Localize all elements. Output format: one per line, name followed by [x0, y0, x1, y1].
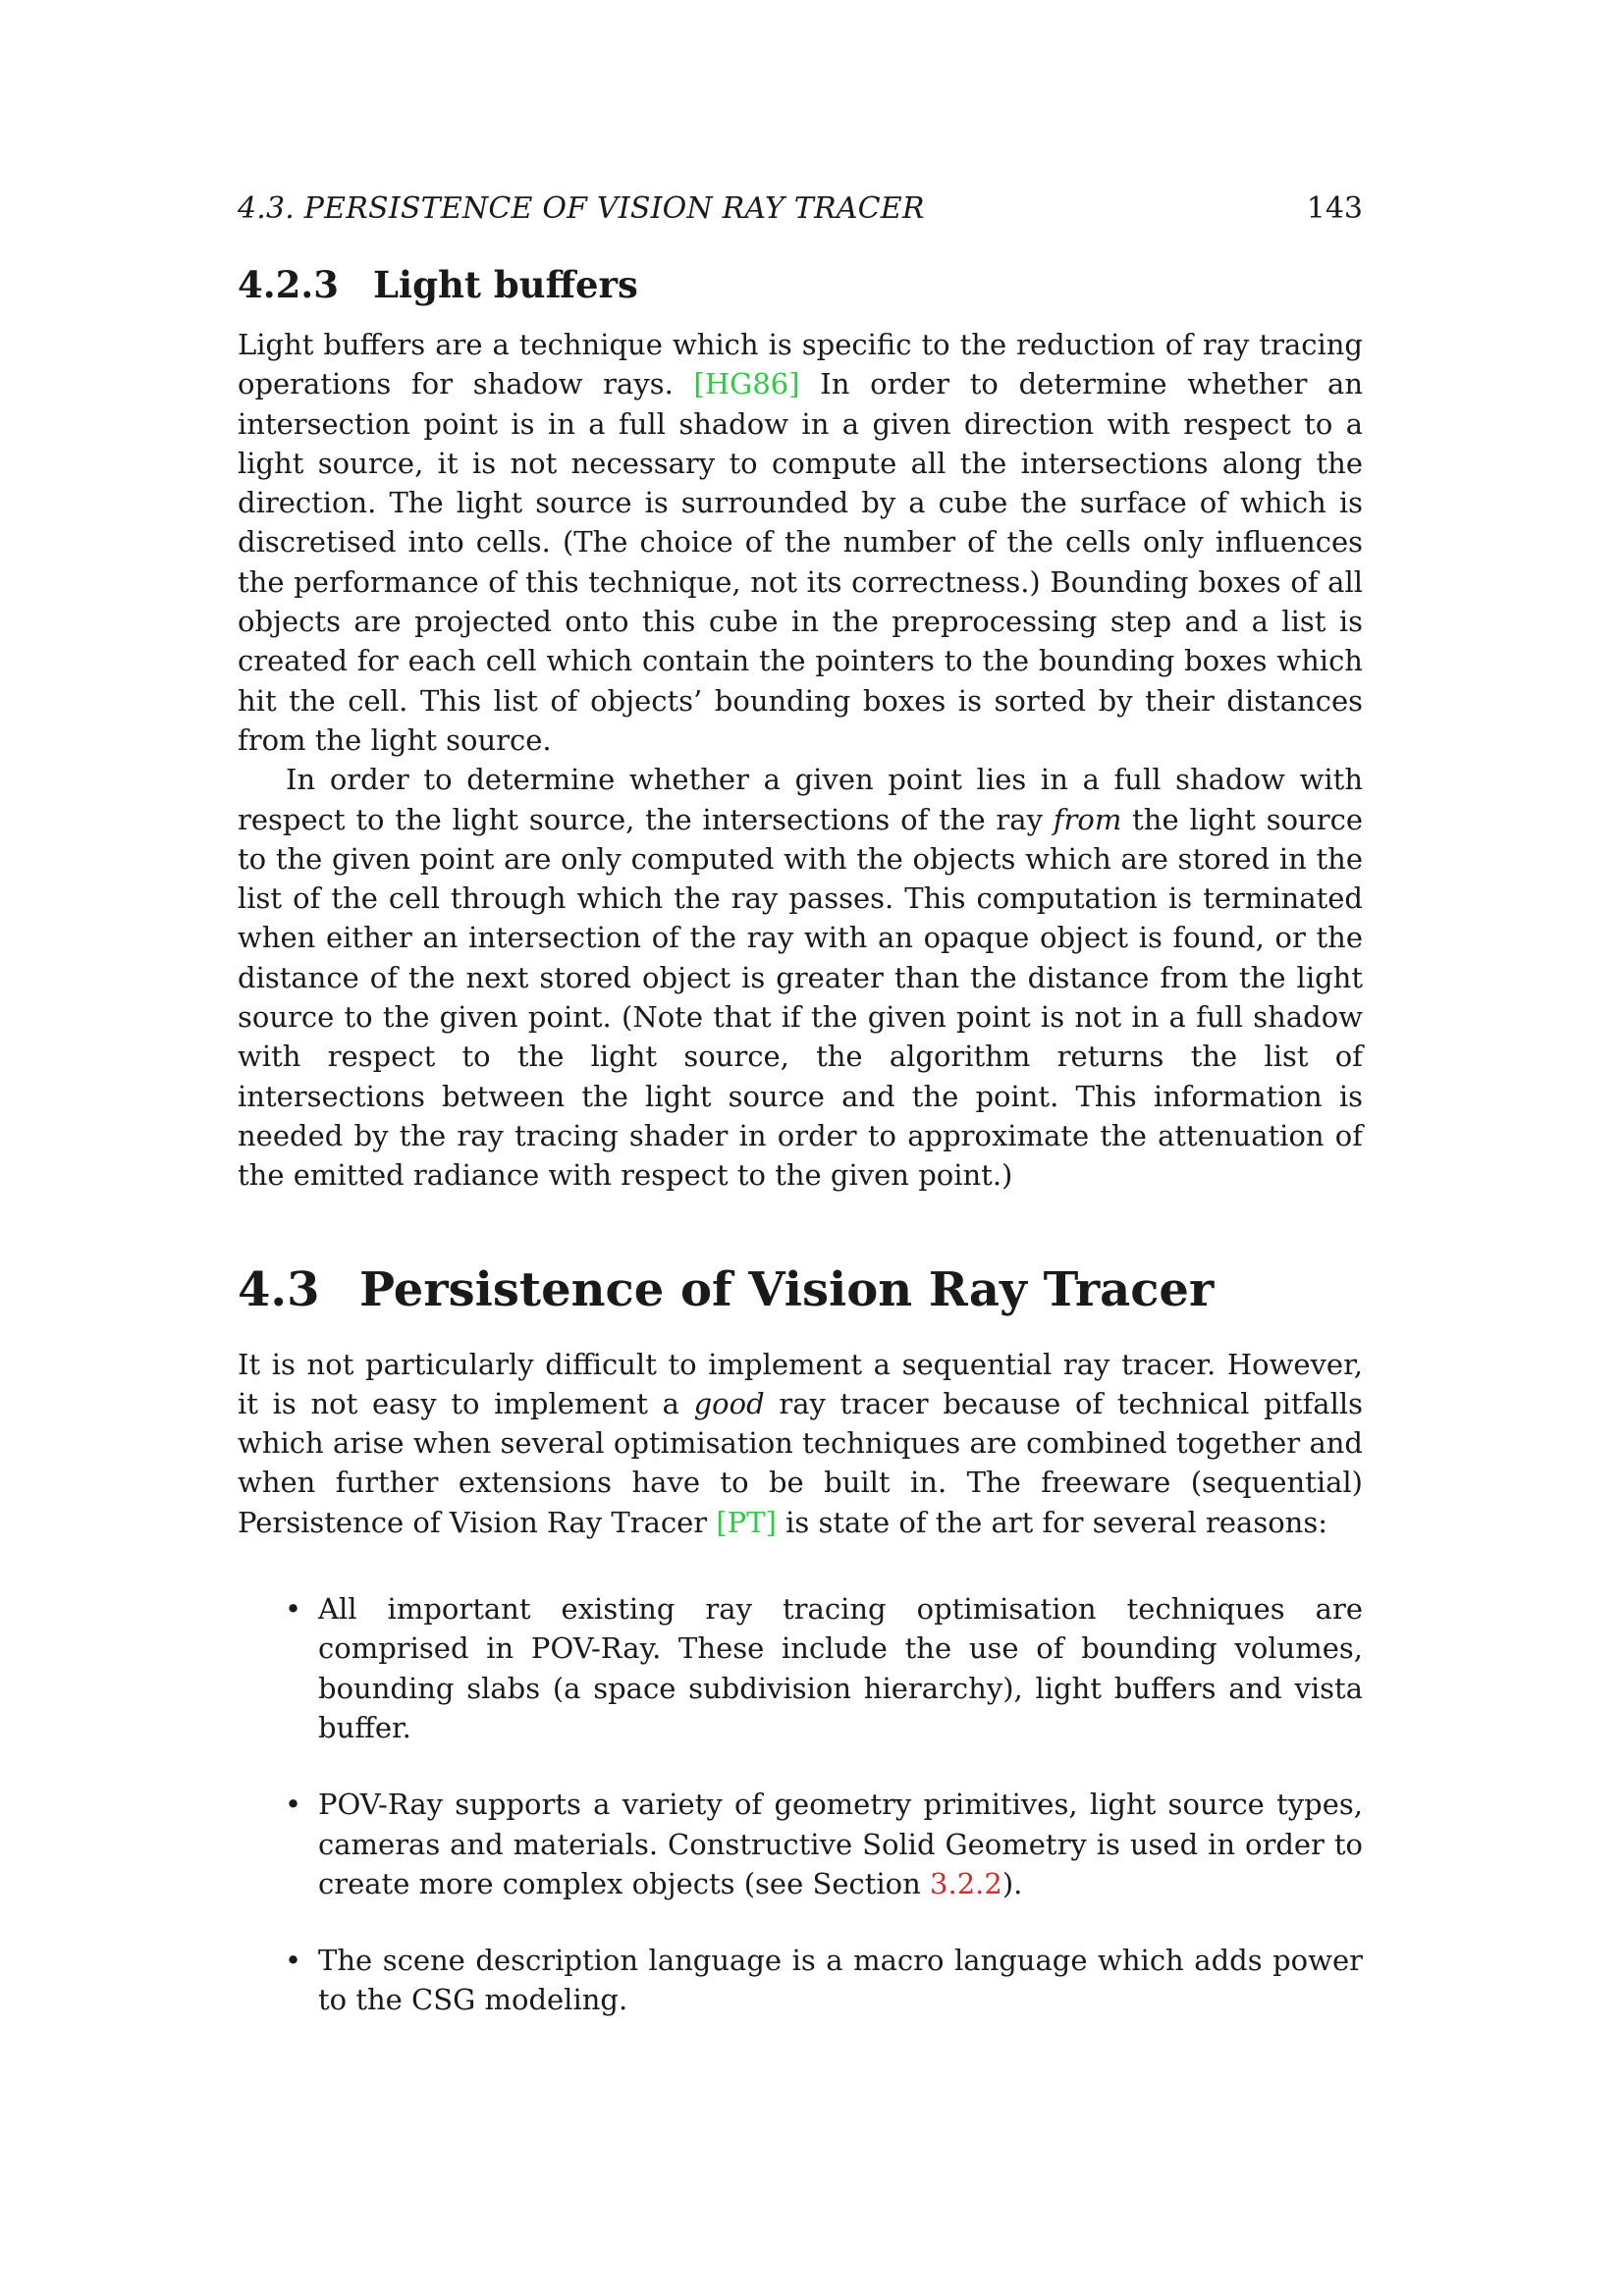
text-run: is state of the art for several reasons:	[776, 1505, 1327, 1539]
text-run: In order to determine whether a given point lies in a full shadow with respect to the light source, the intersections of the ray	[238, 763, 1363, 836]
subsection-title: Light buffers	[373, 263, 638, 306]
citation-link-hg86[interactable]: [HG86]	[693, 367, 800, 401]
section-reference-link[interactable]: 3.2.2	[930, 1866, 1002, 1900]
paragraph-light-buffers-intro	[238, 325, 1363, 760]
running-header	[238, 191, 1363, 227]
running-title: 4.3. PERSISTENCE OF VISION RAY TRACER	[238, 191, 925, 226]
citation-link-pt[interactable]: [PT]	[716, 1505, 777, 1539]
text-run: the light source to the given point are only computed with the objects which are stored in the list of the cell through which the ray passes. This computation is terminated when either an intersection of the ray with an opaque object is found, or the distance of the next stored object is greater than the distance from the light source to the given point. (Note that if the given point is not in a full shadow with respect to the light source, the algorithm returns the list of intersections between the light source and the point. This information is needed by the ray tracing shader in order to approximate the attenuation of the emitted radiance with respect to the given point.)	[238, 802, 1363, 1193]
bullet-marker: •	[285, 1592, 302, 1627]
paragraph-povray-intro	[238, 1345, 1363, 1542]
text-run: Light buffers are a technique which is specific to the reduction of ray tracing operations for shadow rays.	[238, 328, 1363, 401]
paragraph-shadow-test	[238, 760, 1363, 1195]
text-run: It is not particularly difficult to implement a sequential ray tracer. However, it is not easy to implement a	[238, 1347, 1363, 1420]
list-item	[238, 1941, 1363, 2020]
emphasis-from: from	[1053, 802, 1122, 836]
list-item	[238, 1589, 1363, 1747]
bullet-marker: •	[285, 1788, 302, 1822]
text-run: POV-Ray supports a variety of geometry primitives, light source types, cameras and materials. Constructive Solid Geometry is used in order to create more complex objects (see Section	[318, 1788, 1363, 1900]
bullet-marker: •	[285, 1944, 302, 1978]
section-title: Persistence of Vision Ray Tracer	[359, 1261, 1215, 1317]
list-item-text: All important existing ray tracing optimisation techniques are comprised in POV-Ray. These include the use of bounding volumes, bounding slabs (a space subdivision hierarchy), light buffers and vista buffer.	[318, 1592, 1363, 1744]
section-heading	[238, 1260, 1363, 1319]
list-item	[238, 1785, 1363, 1903]
text-run: In order to determine whether an intersection point is in a full shadow in a given direction with respect to a light source, it is not necessary to compute all the intersections along the direction. The light source is surrounded by a cube the surface of which is discretised into cells. (The choice of the number of the cells only influences the performance of this technique, not its correctness.) Bounding boxes of all objects are projected onto this cube in the preprocessing step and a list is created for each cell which contain the pointers to the bounding boxes which hit the cell. This list of objects’ bounding boxes is sorted by their distances from the light source.	[238, 367, 1363, 757]
subsection-heading	[238, 262, 1363, 307]
bullet-list	[238, 1589, 1363, 2020]
list-item-text	[318, 1785, 1363, 1903]
emphasis-good: good	[693, 1386, 765, 1420]
page-content	[238, 191, 1363, 2057]
section-number: 4.3	[238, 1261, 320, 1317]
text-run: ).	[1001, 1866, 1023, 1900]
text-run: ray tracer because of technical pitfalls which arise when several optimisation techniques are combined together and when further extensions have to be built in. The freeware (sequential) Persistence of Vision Ray Tracer	[238, 1386, 1363, 1539]
subsection-number: 4.2.3	[238, 263, 339, 306]
list-item-text: The scene description language is a macro language which adds power to the CSG modeling.	[318, 1944, 1363, 2017]
page-number: 143	[1306, 191, 1363, 226]
